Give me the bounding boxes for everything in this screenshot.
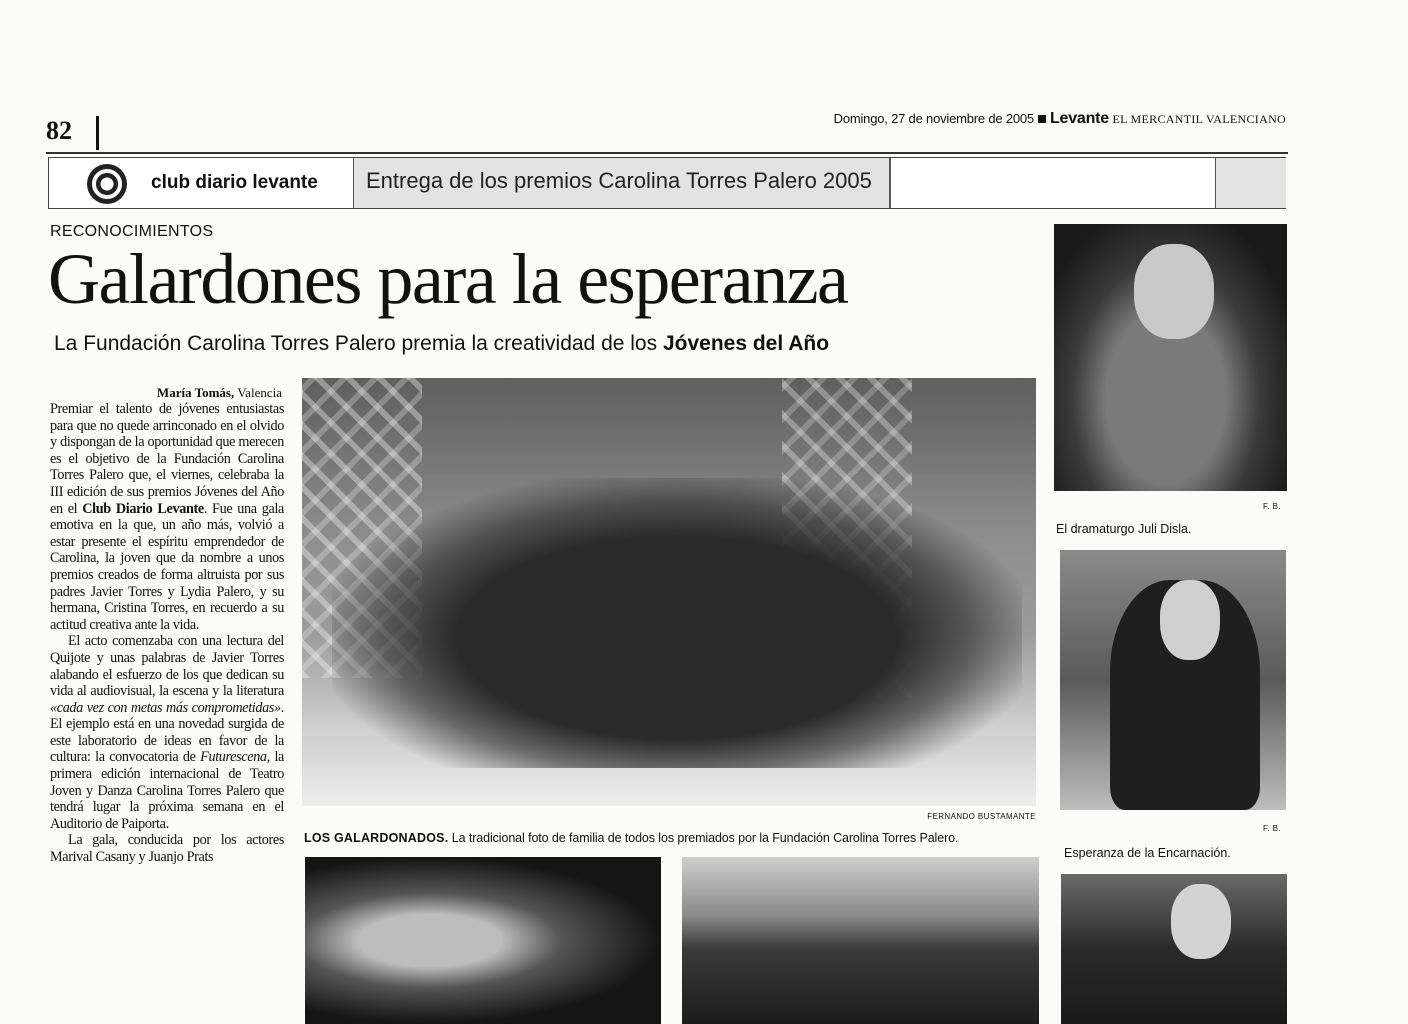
club-logo-icon [87,164,127,204]
section-title: Entrega de los premios Carolina Torres Palero 2005 [366,168,872,193]
page-number: 82 [46,116,72,145]
group-photo [302,378,1036,806]
recipient-face [1160,580,1220,660]
photo-caption: El dramaturgo Juli Disla. [1056,522,1192,536]
presenters-photo [1061,874,1287,1024]
speaker-head [1134,244,1214,339]
byline-place: Valencia [234,385,282,400]
body-text-run: . Fue una gala emotiva en la que, un año más, volvió a estar presente el espíritu emprendedor de Carolina, la joven que da nombre a unos premios creados de forma altruista por sus padres Javier Torres y Lydia Palero, y su hermana, Cristina Torres, en recuerdo a su actitud creativa ante la vida. [50,500,284,633]
body-quote-run: «cada vez con metas más comprometidas» [50,699,281,716]
header-rule [46,152,1288,154]
body-bold-run: Club Diario Levante [82,500,204,517]
article-headline: Galardones para la esperanza [48,239,848,319]
issue-date: Domingo, 27 de noviembre de 2005 [833,111,1034,126]
body-text-run: El acto comenzaba con una lectura del Quijote y unas palabras de Javier Torres alabando el esfuerzo de los que dedican su vida al audiovisual, la escena y la literatura [50,633,284,700]
section-title-box [353,158,890,208]
square-bullet-icon [1038,115,1046,123]
body-text-run: , la primera edición internacional de Teatro Joven y Danza Carolina Torres Palero que tendrá lugar la próxima semana en el Auditorio de Paiporta. [50,749,284,832]
byline [50,385,282,401]
caption-text: La tradicional foto de familia de todos los premiados por la Fundación Carolina Torres Palero. [448,831,959,845]
body-text-run: Premiar el talento de jóvenes entusiastas para que no quede arrinconado en el olvido y dispongan de la oportunidad que merecen es el objetivo de la Fundación Carolina Torres Palero que, el viernes, celebraba la III edición de sus premios Jóvenes del Año en el [50,401,284,517]
body-paragraph: La gala, conducida por los actores Marival Casany y Juanjo Prats [50,832,284,866]
audience-photo [682,857,1039,1024]
club-label: club diario levante [151,172,318,193]
page-number-divider [96,116,99,150]
byline-author: María Tomás, [156,385,235,400]
article-body [50,401,284,866]
section-banner [48,157,1286,209]
photo-caption: Esperanza de la Encarnación. [1064,846,1231,860]
article-subhead [54,332,829,356]
banner-end-box [1215,158,1286,208]
newspaper-brand: Levante [1049,110,1110,127]
body-paragraph [50,633,284,832]
body-paragraph [50,401,284,633]
body-italic-run: Futurescena [200,749,267,766]
presenter-face [1171,884,1231,959]
caption-lead: LOS GALARDONADOS. [304,831,449,845]
banner-divider [889,158,891,208]
photo-credit: F. B. [1263,824,1282,833]
photo-credit: F. B. [1263,502,1282,511]
award-winners-group [332,478,1022,768]
subhead-emphasis: Jóvenes del Año [662,332,830,355]
lectern-photo [305,857,661,1024]
subhead-text: La Fundación Carolina Torres Palero premia la creatividad de los [54,332,663,355]
photo-credit: FERNANDO BUSTAMANTE [927,812,1036,821]
award-recipient-photo [1060,550,1286,810]
dateline [834,110,1286,128]
body-text-run: . El ejemplo está en una novedad surgida de este laboratorio de ideas en favor de la cultura: la convocatoria de [50,699,284,766]
article-kicker: RECONOCIMIENTOS [50,223,214,240]
speaker-photo [1054,224,1287,491]
photo-caption [304,831,958,845]
publication-name: EL MERCANTIL VALENCIANO [1112,112,1286,126]
